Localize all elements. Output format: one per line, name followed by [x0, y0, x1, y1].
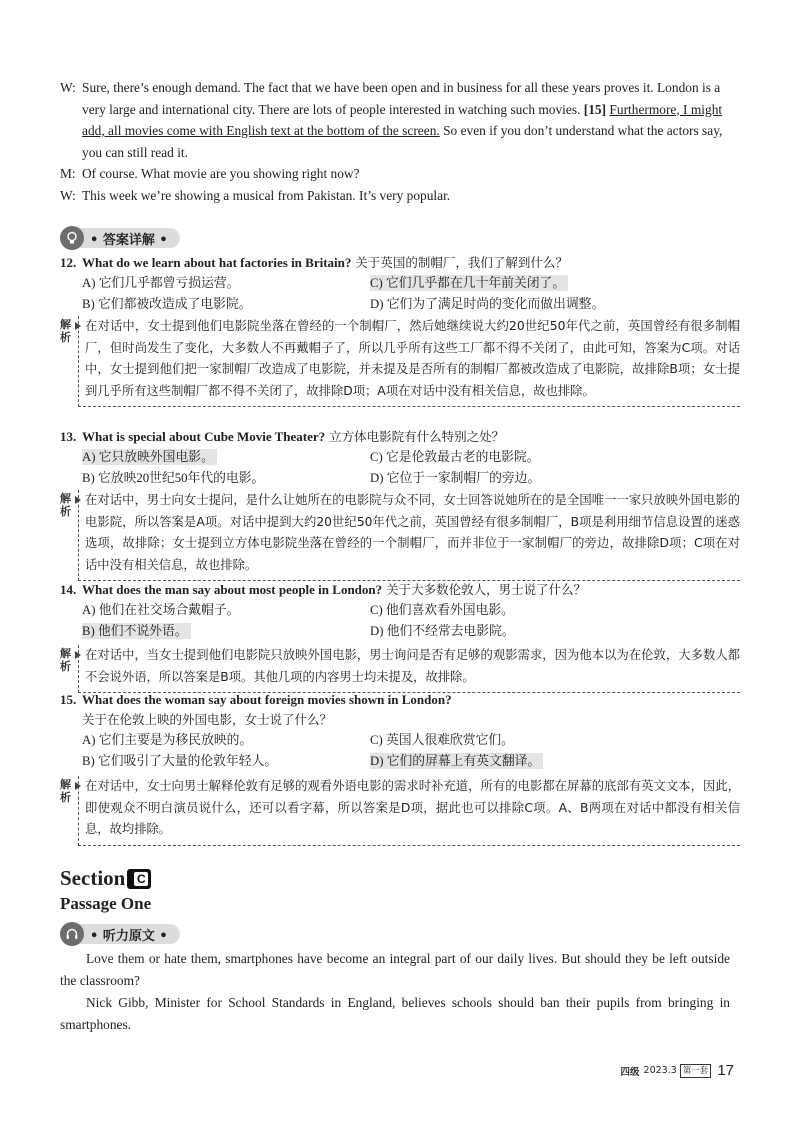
question-12 [60, 253, 740, 315]
speaker-label: W: [60, 80, 76, 95]
dialogue-segment: [15] [583, 101, 607, 117]
analysis-12 [60, 316, 740, 407]
answer-option-correct [82, 447, 370, 468]
answer-option [370, 447, 730, 468]
dialogue-text [82, 185, 730, 207]
dialogue-segment: So even if you don’t understand what the actors say, you can still read it. [82, 123, 723, 160]
question-number: 12. [60, 255, 77, 270]
option-label: A) 它们几乎都曾亏损运营。 [82, 276, 240, 290]
options [60, 447, 740, 489]
answers-header [60, 226, 180, 250]
dialogue-segment: Sure, there’s enough demand. The fact that we have been open and in business for all these years proves it. London is a very large and international city. There are lots of people interested in watching such movies. [82, 80, 721, 117]
question-14 [60, 580, 740, 642]
passage-title: Passage One [60, 894, 152, 913]
answer-option [370, 600, 730, 621]
question-text-zh: 关于大多数伦敦人，男士说了什么？ [386, 582, 587, 597]
answer-option [82, 751, 370, 772]
question-text-en: What does the man say about most people in London? [82, 582, 383, 597]
analysis-14 [60, 645, 740, 693]
analysis-13 [60, 490, 740, 581]
option-label: C) 他们喜欢看外国电影。 [370, 603, 514, 617]
dialogue-text [82, 163, 730, 185]
option-label: D) 它位于一家制帽厂的旁边。 [370, 471, 541, 485]
answer-option [82, 730, 370, 751]
analysis-tag: 解析 [60, 647, 71, 673]
speaker-label: W: [60, 187, 76, 203]
question-number: 13. [60, 429, 77, 444]
option-label: A) 它只放映外国电影。 [82, 449, 217, 465]
answer-option [82, 294, 370, 315]
analysis-text: 在对话中，男士向女士提问，是什么让她所在的电影院与众不同，女士回答说她所在的是全国唯一一家只放映外国电影的电影院，所以答案是A项。对话中提到大约20世纪50年代之前，英国曾经有很多制帽厂，B项是利用细节信息设置的迷惑选项，故排除；女士提到立方体电影院坐落在曾经的一个制帽厂，而并非位于一家制帽厂的旁边，故排除D项；C项在对话中没有相关信息，故也排除。 [78, 490, 740, 581]
question-number: 15. [60, 692, 77, 707]
dialogue-segment: Furthermore, I might add, all movies come with English text at the bottom of the screen. [82, 101, 723, 138]
option-label: B) 它们吸引了大量的伦敦年轻人。 [82, 754, 278, 768]
answer-option [82, 273, 370, 294]
transcript-header-label: • 听力原文 • [72, 924, 180, 944]
option-label: B) 它放映20世纪50年代的电影。 [82, 471, 265, 485]
question-text-en: What do we learn about hat factories in Britain? [82, 255, 352, 270]
option-label: A) 它们主要是为移民放映的。 [82, 733, 253, 747]
answers-header-label: • 答案详解 • [72, 228, 180, 248]
option-label: B) 它们都被改造成了电影院。 [82, 297, 252, 311]
answer-option [82, 468, 370, 489]
question-text-en: What is special about Cube Movie Theater? [82, 429, 326, 444]
answer-option-correct [370, 273, 730, 294]
footer-set: 第一套 [680, 1064, 712, 1078]
lightbulb-icon [60, 226, 84, 250]
answer-option [370, 730, 730, 751]
footer-level: 四级 [620, 1066, 640, 1078]
option-label: C) 它们几乎都在几十年前关闭了。 [370, 275, 568, 291]
footer-issue: 2023.3 [643, 1065, 677, 1076]
section-word: Section [60, 866, 126, 890]
dialogue-transcript [60, 77, 730, 206]
option-label: D) 他们不经常去电影院。 [370, 624, 515, 638]
analysis-tag: 解析 [60, 778, 71, 804]
option-label: A) 他们在社交场合戴帽子。 [82, 603, 240, 617]
answer-option-correct [82, 621, 370, 642]
analysis-text: 在对话中，女士提到他们电影院坐落在曾经的一个制帽厂，然后她继续说大约20世纪50年代之前，英国曾经有很多制帽厂，但时尚发生了变化，大多数人不再戴帽子了，所以几乎所有这些工厂都不得不关闭了，由此可知，答案为C项。对话中，女士提到他们把一家制帽厂改造成了电影院，并未提及是否所有的制帽厂都被改造成了电影院，故排除B项；女士提到几乎所有这些制帽厂都不得不关闭了，故排除D项；A项在对话中没有相关信息，故也排除。 [78, 316, 740, 407]
page-number: 17 [717, 1062, 734, 1079]
answer-option [82, 600, 370, 621]
question-text-en: What does the woman say about foreign movies shown in London? [82, 692, 452, 707]
answer-option [370, 468, 730, 489]
options [60, 600, 740, 642]
option-label: C) 它是伦敦最古老的电影院。 [370, 450, 540, 464]
analysis-text: 在对话中，当女士提到他们电影院只放映外国电影，男士询问是否有足够的观影需求，因为他本以为在伦敦，大多数人都不会说外语，所以答案是B项。其他几项的内容男士均未提及，故排除。 [78, 645, 740, 693]
dialogue-segment: This week we’re showing a musical from Pakistan. It’s very popular. [82, 187, 451, 203]
dialogue-line [60, 77, 730, 163]
speaker-label: M: [60, 166, 76, 181]
question-text-zh: 关于在伦敦上映的外国电影，女士说了什么？ [82, 712, 333, 727]
analysis-tag: 解析 [60, 318, 71, 344]
dialogue-text [82, 77, 730, 163]
analysis-tag: 解析 [60, 492, 71, 518]
section-letter: C [134, 872, 148, 886]
transcript-paragraph [60, 948, 730, 991]
options [60, 730, 740, 772]
option-label: B) 他们不说外语。 [82, 623, 191, 639]
question-text-zh: 立方体电影院有什么特别之处？ [329, 429, 505, 444]
answer-option [370, 294, 730, 315]
option-label: C) 英国人很难欣赏它们。 [370, 733, 514, 747]
question-15 [60, 690, 740, 772]
headphones-icon [60, 922, 84, 946]
answer-option [370, 621, 730, 642]
question-number: 14. [60, 582, 77, 597]
transcript-header [60, 922, 180, 946]
dialogue-line [60, 185, 730, 207]
section-letter-badge [127, 869, 151, 889]
page-footer [621, 1062, 734, 1079]
analysis-15 [60, 776, 740, 846]
option-label: D) 它们的屏幕上有英文翻译。 [370, 753, 543, 769]
paragraph-text: Love them or hate them, smartphones have become an integral part of our daily lives. But should they be left outside the classroom? [60, 951, 730, 988]
dialogue-segment: Of course. What movie are you showing right now? [82, 166, 360, 181]
section-heading [60, 866, 151, 891]
transcript-paragraph [60, 992, 730, 1035]
dialogue-line [60, 163, 730, 185]
answer-option-correct [370, 751, 730, 772]
options [60, 273, 740, 315]
analysis-text: 在对话中，女士向男士解释伦敦有足够的观看外语电影的需求时补充道，所有的电影都在屏幕的底部有英文文本，因此，即使观众不明白演员说什么，还可以看字幕，所以答案是D项，据此也可以排除C项。A、B两项在对话中都没有相关信息，故均排除。 [78, 776, 740, 846]
question-13 [60, 427, 740, 489]
option-label: D) 它们为了满足时尚的变化而做出调整。 [370, 297, 605, 311]
paragraph-text: Nick Gibb, Minister for School Standards in England, believes schools should ban their pupils from bringing in smartphones. [60, 995, 730, 1032]
question-text-zh: 关于英国的制帽厂，我们了解到什么？ [355, 255, 568, 270]
